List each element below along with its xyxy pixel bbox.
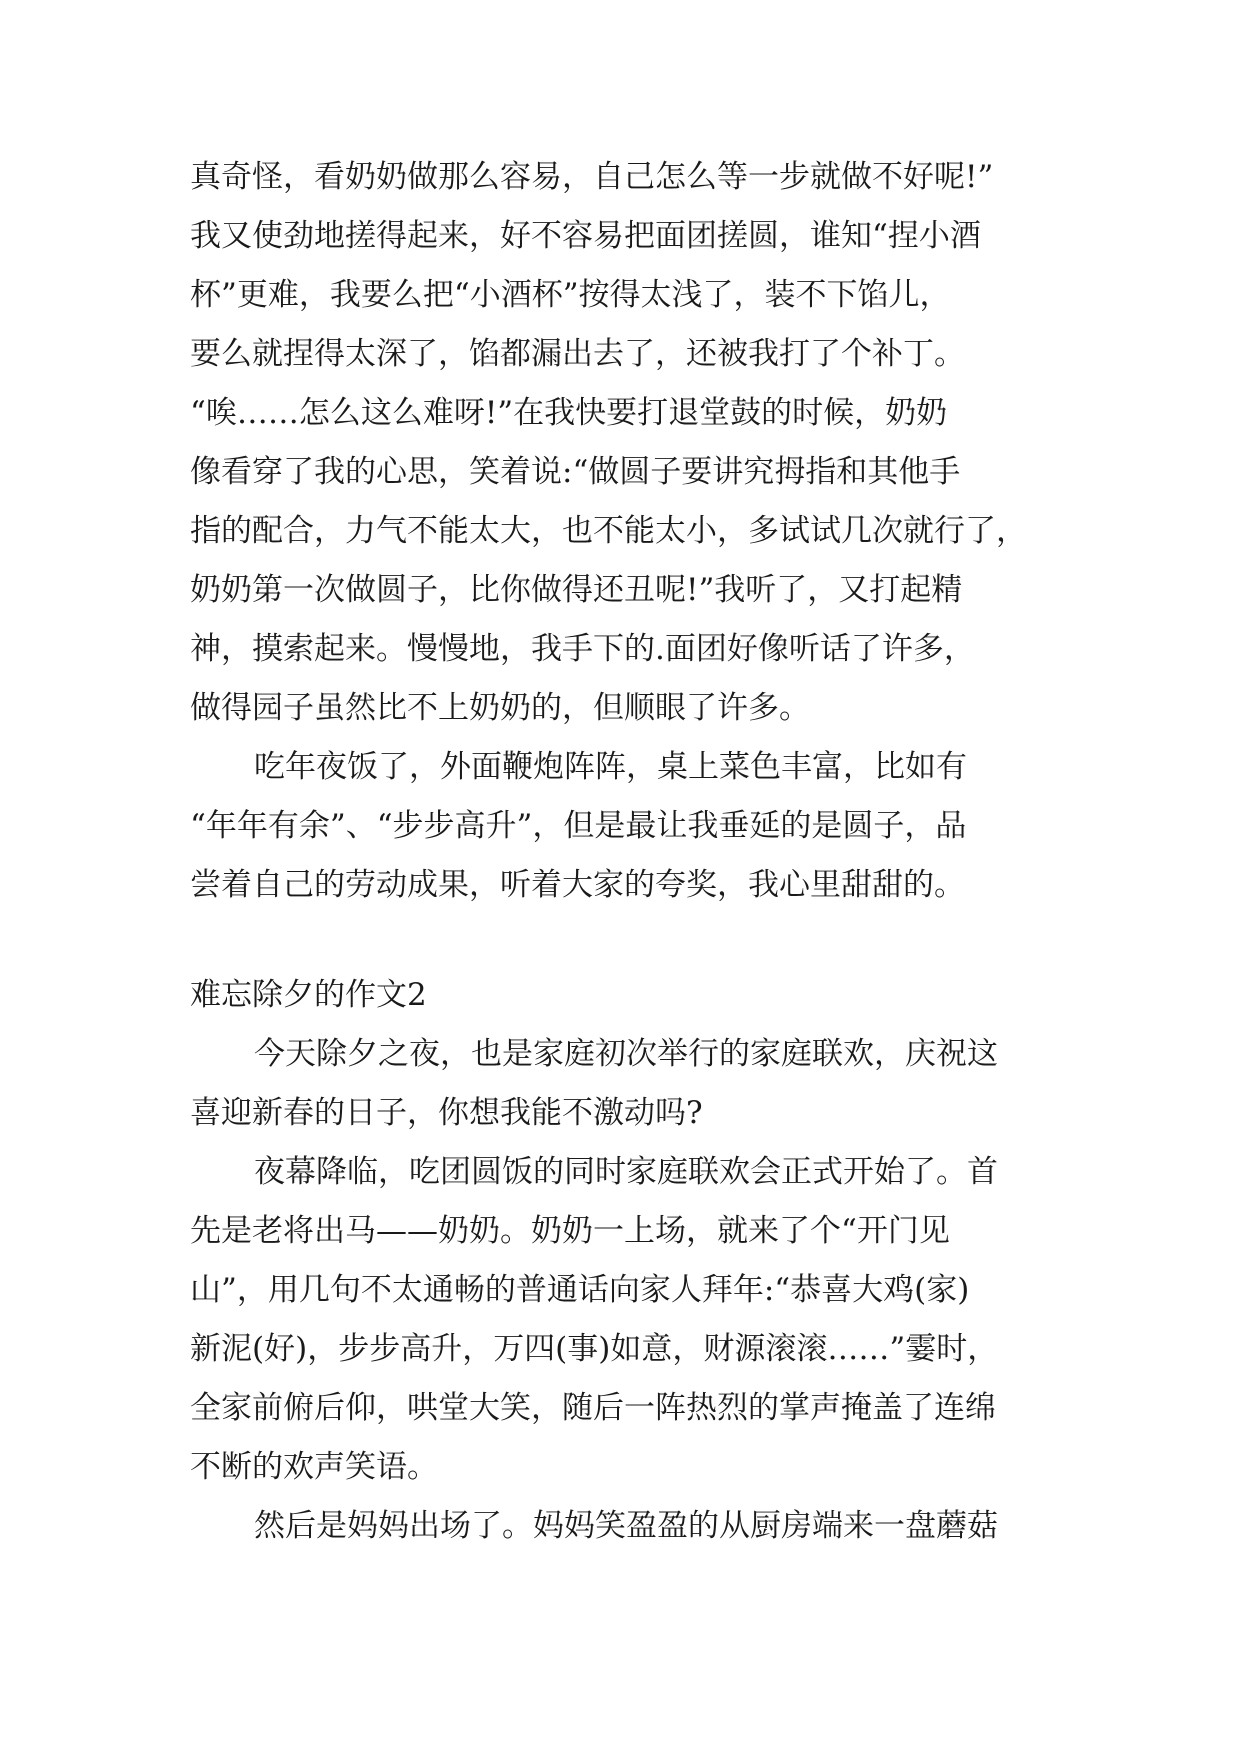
paragraph-5 <box>190 1497 1070 1556</box>
text-line: “唉……怎么这么难呀!”在我快要打退堂鼓的时候，奶奶 <box>190 395 948 431</box>
text-line: 真奇怪，看奶奶做那么容易，自己怎么等一步就做不好呢!” <box>190 159 994 195</box>
text-line: 不断的欢声笑语。 <box>190 1449 438 1485</box>
text-line: 今天除夕之夜，也是家庭初次举行的家庭联欢，庆祝这 <box>254 1036 998 1072</box>
text-line: 我又使劲地搓得起来，好不容易把面团搓圆，谁知“捏小酒 <box>190 218 981 254</box>
text-line: 尝着自己的劳动成果，听着大家的夸奖，我心里甜甜的。 <box>190 867 965 903</box>
text-line: 像看穿了我的心思，笑着说:“做圆子要讲究拇指和其他手 <box>190 454 961 490</box>
paragraph-1 <box>190 148 1070 738</box>
text-line: 先是老将出马——奶奶。奶奶一上场，就来了个“开门见 <box>190 1213 950 1249</box>
text-line: 杯”更难，我要么把“小酒杯”按得太浅了，装不下馅儿， <box>190 277 951 313</box>
section-heading-block <box>190 966 1070 1025</box>
text-line: 夜幕降临，吃团圆饭的同时家庭联欢会正式开始了。首 <box>254 1154 998 1190</box>
text-line: 要么就捏得太深了，馅都漏出去了，还被我打了个补丁。 <box>190 336 965 372</box>
paragraph-3 <box>190 1025 1070 1143</box>
text-line: 新泥(好)，步步高升，万四(事)如意，财源滚滚……”霎时， <box>190 1331 999 1367</box>
text-line: “年年有余”、“步步高升”，但是最让我垂延的是圆子，品 <box>190 808 967 844</box>
text-line: 做得园子虽然比不上奶奶的，但顺眼了许多。 <box>190 690 810 726</box>
text-line: 奶奶第一次做圆子，比你做得还丑呢!”我听了，又打起精 <box>190 572 963 608</box>
paragraph-4 <box>190 1143 1070 1497</box>
section-heading: 难忘除夕的作文2 <box>190 977 427 1013</box>
text-line: 指的配合，力气不能太大，也不能太小，多试试几次就行了， <box>190 513 1027 549</box>
text-line: 全家前俯后仰，哄堂大笑，随后一阵热烈的掌声掩盖了连绵 <box>190 1390 996 1426</box>
text-line: 山”，用几句不太通畅的普通话向家人拜年:“恭喜大鸡(家) <box>190 1272 970 1308</box>
text-line: 然后是妈妈出场了。妈妈笑盈盈的从厨房端来一盘蘑菇 <box>254 1508 998 1544</box>
text-line: 吃年夜饭了，外面鞭炮阵阵，桌上菜色丰富，比如有 <box>254 749 967 785</box>
text-line: 喜迎新春的日子，你想我能不激动吗? <box>190 1095 703 1131</box>
text-line: 神，摸索起来。慢慢地，我手下的.面团好像听话了许多， <box>190 631 975 667</box>
paragraph-2 <box>190 738 1070 915</box>
